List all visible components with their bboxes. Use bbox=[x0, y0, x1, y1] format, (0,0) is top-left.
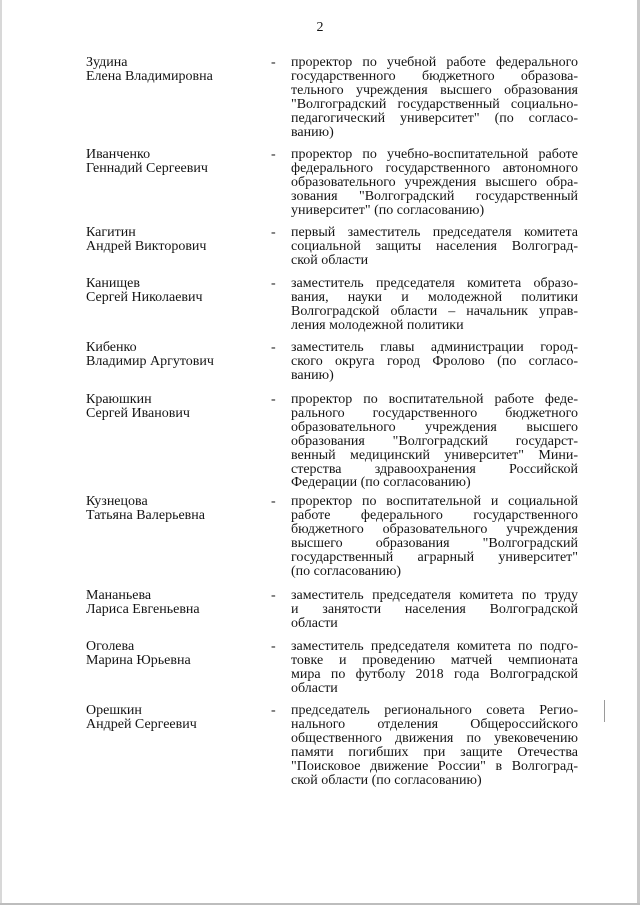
member-surname: Зудина bbox=[86, 55, 128, 70]
scan-edge-left bbox=[0, 0, 2, 905]
position-line: товке и проведению матчей чемпионата bbox=[291, 652, 578, 668]
position-line: рального государственного бюджетного bbox=[291, 405, 578, 421]
position-line: заместитель главы администрации город- bbox=[291, 340, 578, 355]
member-position bbox=[291, 341, 578, 383]
member-position bbox=[291, 704, 578, 787]
position-line: нального отделения Общероссийского bbox=[291, 716, 578, 732]
position-line: проректор по учебно-воспитательной работе bbox=[291, 147, 578, 162]
member-given-names: Сергей Николаевич bbox=[86, 289, 203, 305]
member-position bbox=[291, 226, 578, 268]
member-position bbox=[291, 148, 578, 218]
position-line: государственного бюджетного образова- bbox=[291, 68, 578, 84]
member-given-names: Лариса Евгеньевна bbox=[86, 601, 200, 617]
member-surname: Кибенко bbox=[86, 340, 137, 355]
position-line: первый заместитель председателя комитета bbox=[291, 225, 578, 240]
separator-dash: - bbox=[271, 225, 276, 240]
position-line: федерального государственного автономного bbox=[291, 160, 578, 176]
separator-dash: - bbox=[271, 147, 276, 162]
position-line: Волгоградской области – начальник управ- bbox=[291, 303, 578, 319]
position-line: социальной защиты населения Волгоград- bbox=[291, 238, 578, 254]
position-line: Федерации (по согласованию) bbox=[291, 475, 471, 491]
position-line: ской области (по согласованию) bbox=[291, 772, 482, 788]
member-name bbox=[86, 640, 261, 668]
position-line: ления молодежной политики bbox=[291, 317, 464, 333]
member-surname: Оголева bbox=[86, 639, 135, 654]
member-name bbox=[86, 341, 261, 369]
position-line: (по согласованию) bbox=[291, 563, 402, 579]
member-surname: Краюшкин bbox=[86, 392, 152, 407]
position-line: венный медицинский университет" Мини- bbox=[291, 447, 578, 463]
separator-dash: - bbox=[271, 392, 276, 407]
member-surname: Кузнецова bbox=[86, 494, 148, 509]
member-given-names: Андрей Сергеевич bbox=[86, 716, 197, 732]
member-surname: Кагитин bbox=[86, 225, 136, 240]
member-name bbox=[86, 704, 261, 732]
member-surname: Орешкин bbox=[86, 703, 142, 718]
member-given-names: Елена Владимировна bbox=[86, 68, 213, 84]
position-line: общественного движения по увековечению bbox=[291, 730, 578, 746]
separator-dash: - bbox=[271, 276, 276, 291]
member-name bbox=[86, 589, 261, 617]
position-line: председатель регионального совета Регио- bbox=[291, 703, 578, 718]
member-position bbox=[291, 56, 578, 139]
position-line: заместитель председателя комитета по труду bbox=[291, 588, 578, 603]
member-name bbox=[86, 56, 261, 84]
member-given-names: Сергей Иванович bbox=[86, 405, 190, 421]
position-line: области bbox=[291, 680, 338, 696]
position-line: ванию) bbox=[291, 124, 334, 140]
position-line: ской области bbox=[291, 252, 369, 268]
member-surname: Мананьева bbox=[86, 588, 152, 603]
margin-mark bbox=[604, 700, 605, 722]
member-surname: Иванченко bbox=[86, 147, 151, 162]
position-line: образовательного учреждения высшего bbox=[291, 419, 578, 435]
position-line: "Волгоградский государственный социально- bbox=[291, 96, 578, 112]
page-number: 2 bbox=[316, 20, 324, 35]
position-line: зования "Волгоградский государственный bbox=[291, 188, 578, 204]
member-position bbox=[291, 277, 578, 333]
position-line: ванию) bbox=[291, 367, 334, 383]
member-given-names: Геннадий Сергеевич bbox=[86, 160, 208, 176]
member-position bbox=[291, 393, 578, 490]
position-line: работе федерального государственного bbox=[291, 507, 578, 523]
position-line: проректор по учебной работе федерального bbox=[291, 55, 578, 70]
separator-dash: - bbox=[271, 494, 276, 509]
member-name bbox=[86, 393, 261, 421]
position-line: заместитель председателя комитета образо- bbox=[291, 276, 578, 291]
position-line: университет" (по согласованию) bbox=[291, 202, 485, 218]
position-line: стерства здравоохранения Российской bbox=[291, 461, 578, 477]
member-given-names: Владимир Аргутович bbox=[86, 353, 214, 369]
position-line: вания, науки и молодежной политики bbox=[291, 289, 578, 305]
position-line: высшего образования "Волгоградский bbox=[291, 535, 578, 551]
separator-dash: - bbox=[271, 340, 276, 355]
position-line: образовательного учреждения высшего обра- bbox=[291, 174, 578, 190]
position-line: ского округа город Фролово (по согласо- bbox=[291, 353, 578, 369]
position-line: государственный аграрный университет" bbox=[291, 549, 578, 565]
member-name bbox=[86, 277, 261, 305]
position-line: "Поисковое движение России" в Волгоград- bbox=[291, 758, 578, 774]
member-name bbox=[86, 226, 261, 254]
separator-dash: - bbox=[271, 588, 276, 603]
position-line: проректор по воспитательной и социальной bbox=[291, 494, 578, 509]
separator-dash: - bbox=[271, 703, 276, 718]
member-given-names: Андрей Викторович bbox=[86, 238, 207, 254]
position-line: проректор по воспитательной работе феде- bbox=[291, 392, 578, 407]
member-position bbox=[291, 495, 578, 578]
position-line: тельного учреждения высшего образования bbox=[291, 82, 578, 98]
position-line: памяти погибших при защите Отечества bbox=[291, 744, 578, 760]
position-line: и занятости населения Волгоградской bbox=[291, 601, 578, 617]
separator-dash: - bbox=[271, 55, 276, 70]
position-line: бюджетного образовательного учреждения bbox=[291, 521, 578, 537]
position-line: мира по футболу 2018 года Волгоградской bbox=[291, 666, 578, 682]
position-line: образования "Волгоградский государст- bbox=[291, 433, 578, 449]
member-position bbox=[291, 589, 578, 631]
member-given-names: Татьяна Валерьевна bbox=[86, 507, 205, 523]
member-name bbox=[86, 148, 261, 176]
position-line: педагогический университет" (по согласо- bbox=[291, 110, 578, 126]
member-surname: Канищев bbox=[86, 276, 140, 291]
separator-dash: - bbox=[271, 639, 276, 654]
position-line: области bbox=[291, 615, 338, 631]
member-position bbox=[291, 640, 578, 696]
member-given-names: Марина Юрьевна bbox=[86, 652, 191, 668]
position-line: заместитель председателя комитета по подго- bbox=[291, 639, 578, 654]
member-name bbox=[86, 495, 261, 523]
